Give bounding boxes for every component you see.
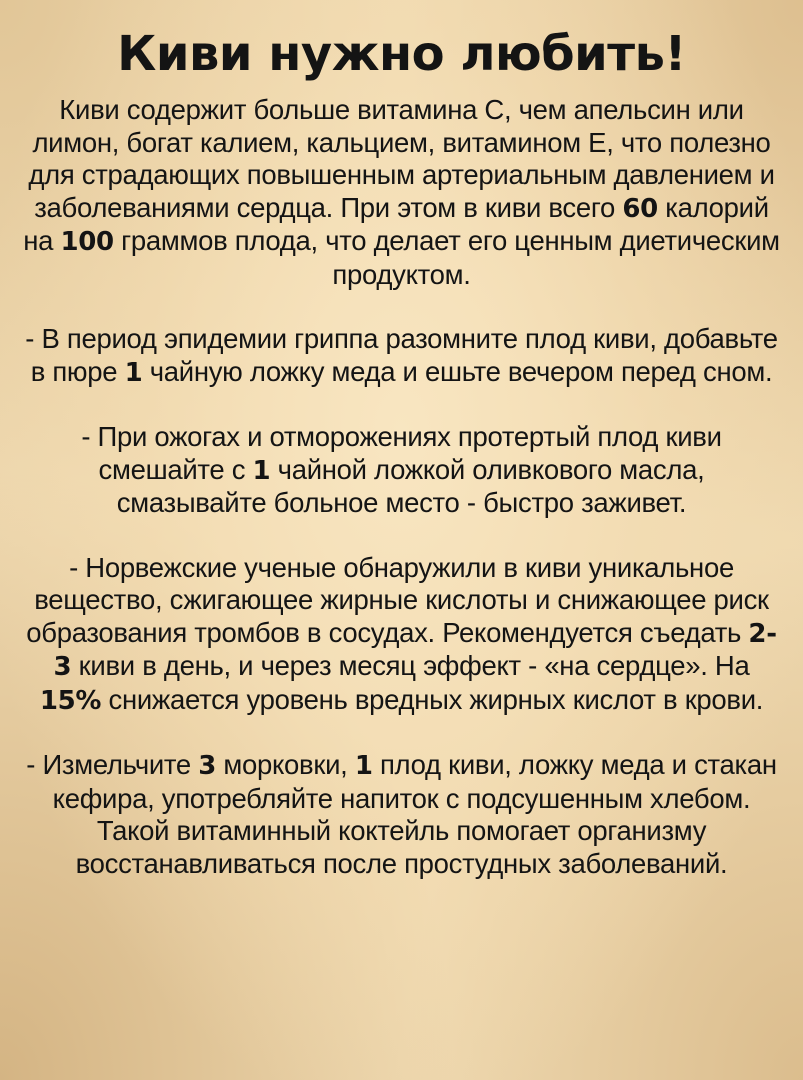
tip-research-text-3: снижается уровень вредных жирных кислот в крови. bbox=[101, 683, 764, 715]
intro-text-1: Киви содержит больше витамина С, чем апельсин или лимон, богат калием, кальцием, витамином Е, что полезно для страдающих повышенным артериальным давлением и заболеваниями сердца. При этом в киви всего bbox=[28, 94, 775, 223]
tip-cocktail-carrot-count: 3 bbox=[198, 751, 217, 781]
tip-burns-text-1: - При ожогах и отморожениях протертый плод киви смешайте с bbox=[81, 421, 722, 485]
tip-burns-paragraph bbox=[22, 421, 781, 520]
intro-paragraph bbox=[22, 94, 781, 291]
intro-calories-number: 60 bbox=[622, 193, 658, 224]
tip-burns-number: 1 bbox=[252, 455, 271, 486]
tip-cocktail-text-3: плод киви, ложку меда и стакан кефира, употребляйте напиток с подсушенным хлебом. Такой витаминный коктейль помогает организму восстанавливаться после простудных заболеваний. bbox=[52, 749, 777, 879]
tip-cocktail-paragraph bbox=[22, 749, 781, 880]
tip-cocktail-kiwi-count: 1 bbox=[354, 751, 373, 781]
tip-research-paragraph bbox=[22, 552, 781, 718]
intro-text-3: граммов плода, что делает его ценным диетическим продуктом. bbox=[113, 225, 780, 290]
tip-flu-paragraph bbox=[22, 323, 781, 389]
tip-research-kiwi-count: 2-3 bbox=[53, 618, 777, 682]
tip-burns-text-2: чайной ложкой оливкового масла, смазывайте больное место - быстро заживет. bbox=[116, 453, 705, 518]
tip-cocktail-text-1: - Измельчите bbox=[26, 749, 199, 780]
poster-title: Киви нужно любить! bbox=[117, 26, 686, 82]
intro-text-2: калорий на bbox=[23, 191, 769, 256]
tip-research-text-1: - Норвежские ученые обнаружили в киви уникальное вещество, сжигающее жирные кислоты и снижающее риск образования тромбов в сосудах. Рекомендуется съедать bbox=[26, 551, 769, 648]
tip-flu-text-1: - В период эпидемии гриппа разомните плод киви, добавьте в пюре bbox=[25, 323, 778, 387]
intro-grams-number: 100 bbox=[60, 227, 114, 257]
tip-research-text-2: киви в день, и через месяц эффект - «на сердце». На bbox=[71, 650, 750, 681]
tip-flu-number: 1 bbox=[124, 357, 143, 388]
tip-research-percent: 15% bbox=[39, 685, 102, 716]
tip-cocktail-text-2: морковки, bbox=[216, 749, 355, 780]
tip-flu-text-2: чайную ложку меда и ешьте вечером перед сном. bbox=[142, 355, 773, 387]
